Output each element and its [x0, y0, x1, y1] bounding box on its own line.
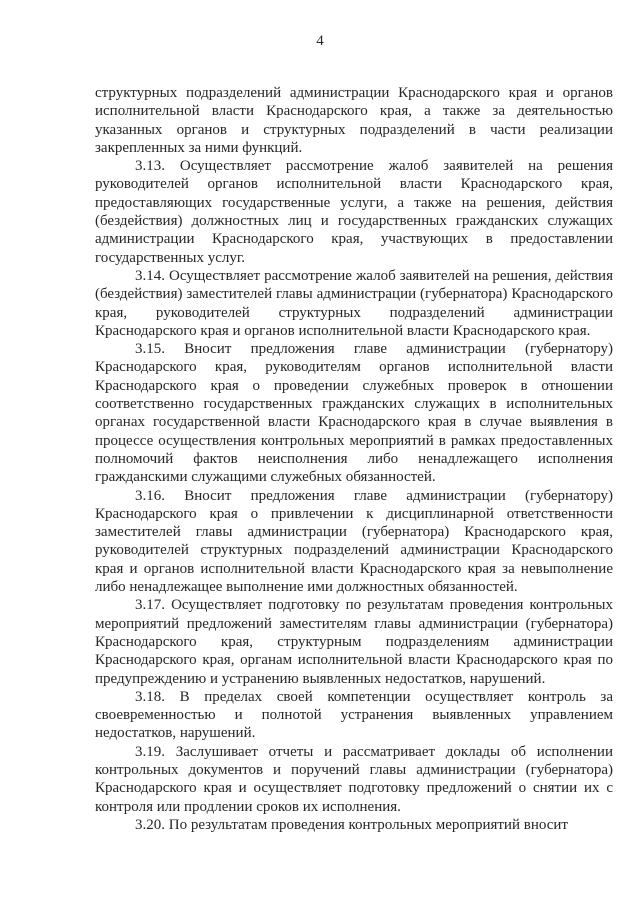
paragraph-3-19: 3.19. Заслушивает отчеты и рассматривает доклады об исполнении контрольных документов и поручений главы администрации (губернатора) Краснодарского края и осуществляет подготовку предложений о снятии их с контроля или продлении сроков их исполнения.: [95, 743, 613, 815]
paragraph-continuation: структурных подразделений администрации Краснодарского края и органов исполнительной власти Краснодарского края, а также за деятельностью указанных органов и структурных подразделений в части реализации закрепленных за ними функций.: [95, 85, 613, 156]
paragraph-3-16: 3.16. Вносит предложения главе администрации (губернатору) Краснодарского края о привлечении к дисциплинарной ответственности заместителей главы администрации (губернатора) Краснодарского края, руководителей структурных подразделений администрации Краснодарского края и органов исполнительной власти Краснодарского края за невыполнение либо ненадлежащее выполнение ими должностных обязанностей.: [95, 487, 613, 596]
paragraph-3-17: 3.17. Осуществляет подготовку по результатам проведения контрольных мероприятий предложений заместителям главы администрации (губернатора) Краснодарского края, структурным подразделениям администрации Краснодарского края, органам исполнительной власти Краснодарского края по предупреждению и устранению выявленных недостатков, нарушений.: [95, 597, 613, 687]
paragraph-3-14: 3.14. Осуществляет рассмотрение жалоб заявителей на решения, действия (бездействия) заместителей главы администрации (губернатора) Краснодарского края, руководителей структурных подразделений администрации Краснодарского края и органов исполнительной власти Краснодарского края.: [95, 267, 613, 339]
document-body: [95, 84, 613, 834]
paragraph-3-20: 3.20. По результатам проведения контрольных мероприятий вносит: [135, 816, 568, 833]
page-number: 4: [316, 33, 324, 49]
paragraph-3-13: 3.13. Осуществляет рассмотрение жалоб заявителей на решения руководителей органов исполнительной власти Краснодарского края, предоставляющих государственные услуги, а также на решения, действия (бездействия) должностных лиц и государственных гражданских служащих администрации Краснодарского края, участвующих в предоставлении государственных услуг.: [95, 158, 613, 266]
paragraph-3-15: 3.15. Вносит предложения главе администрации (губернатору) Краснодарского края, руководителям органов исполнительной власти Краснодарского края о проведении служебных проверок в отношении соответственно государственных гражданских служащих в исполнительных органах государственной власти Краснодарского края в случае выявления в процессе осуществления контрольных мероприятий в рамках предоставленных полномочий фактов неисполнения либо ненадлежащего исполнения гражданскими служащими служебных обязанностей.: [95, 341, 613, 486]
paragraph-3-18: 3.18. В пределах своей компетенции осуществляет контроль за своевременностью и полнотой устранения выявленных управлением недостатков, нарушений.: [95, 688, 613, 742]
